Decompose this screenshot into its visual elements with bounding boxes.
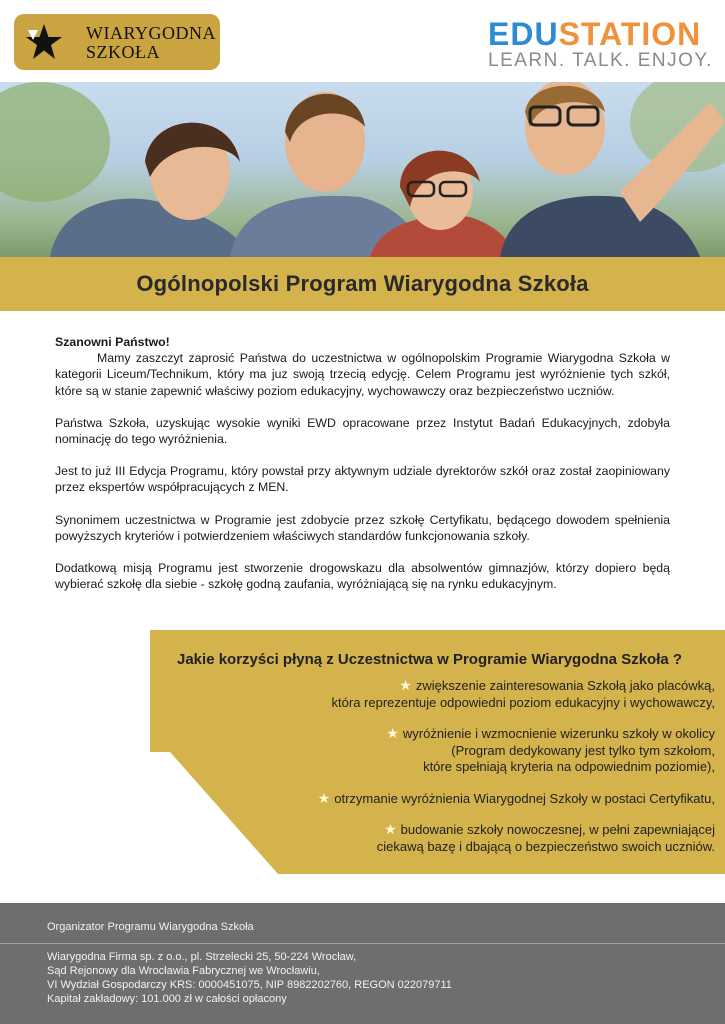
students-photo [0,82,725,257]
footer-address [47,950,452,1006]
wiarygodna-szkola-logo [14,14,220,70]
benefits-section [150,630,725,874]
star-logo-icon [24,22,64,62]
address-line-3: VI Wydział Gospodarczy KRS: 0000451075, NIP 8982202760, REGON 022079711 [47,979,452,991]
address-line-2: Sąd Rejonowy dla Wrocławia Fabrycznej we Wrocławiu, [47,965,320,977]
benefit-2-line-2: (Program dedykowany jest tylko tym szkołom, [451,742,715,758]
edu-tagline: LEARN. TALK. ENJOY. [488,50,713,71]
star-icon: ★ [399,677,412,693]
page-title: Ogólnopolski Program Wiarygodna Szkoła [136,271,589,296]
address-line-1: Wiarygodna Firma sp. z o.o., pl. Strzelecki 25, 50-224 Wrocław, [47,951,357,963]
paragraph-2: Państwa Szkoła, uzyskując wysokie wyniki EWD opracowane przez Instytut Badań Edukacyjnych, zdobyła nominację do tego wyróżnienia. [55,415,670,447]
benefit-1-line-1: zwiększenie zainteresowania Szkołą jako placówką, [415,678,715,693]
paragraph-5: Dodatkową misją Programu jest stworzenie drogowskazu dla absolwentów gimnazjów, którzy dopiero będą wybierać szkołę dla siebie - szkołę godną zaufania, wyróżniającą się na rynku edukacyjnym. [55,561,670,592]
station-brand-part: STATION [558,16,702,52]
paragraph-1: Mamy zaszczyt zaprosić Państwa do uczestnictwa w ogólnopolskim Programie Wiarygodna Szkoła w kategorii Liceum/Technikum, który ma juz swoją trzecią edycję. Celem Programu jest wyróżnienie tych szkół, które są w stanie zapewnić właściwy poziom edukacyjny, wychowawczy oraz bezpieczeństwo uczniów. [55,351,670,398]
paragraph-3: Jest to już III Edycja Programu, który powstał przy aktywnym udziale dyrektorów szkół oraz został zaopiniowany przez ekspertów współpracujących z MEN. [55,464,670,495]
benefits-heading: Jakie korzyści płyną z Uczestnictwa w Programie Wiarygodna Szkoła ? [177,651,683,668]
benefits-list [215,677,715,869]
benefit-3-line-1: otrzymanie wyróżnienia Wiarygodnej Szkoły w postaci Certyfikatu, [334,790,715,806]
letter-body [55,334,670,608]
edustation-logo [488,18,718,73]
benefit-4-line-2: ciekawą bazę i dbającą o bezpieczeństwo swoich uczniów. [376,838,715,854]
title-band [0,257,725,311]
footer-divider [0,943,725,944]
star-icon: ★ [384,821,397,837]
paragraph-4: Synonimem uczestnictwa w Programie jest zdobycie przez szkołę Certyfikatu, będącego dowodem spełnienia powyższych kryteriów i potwierdzeniem właściwych standardów funkcjonowania szkoły. [55,512,670,543]
benefit-2-line-3: które spełniają kryteria na odpowiednim poziomie), [423,759,715,774]
logo-line-1: WIARYGODNA [86,23,216,43]
students-photo-illustration [0,82,725,257]
benefit-item-3 [215,790,715,808]
benefit-1-line-2: która reprezentuje odpowiedni poziom edukacyjny i wychowawczy, [331,694,715,710]
edu-brand-part: EDU [488,16,559,52]
benefit-item-1 [215,677,715,711]
benefit-item-2 [215,725,715,776]
logo-line-2: SZKOŁA [86,42,160,62]
greeting: Szanowni Państwo! [55,335,170,349]
benefit-item-4 [215,821,715,855]
benefit-4-line-1: budowanie szkoły nowoczesnej, w pełni zapewniającej [400,822,715,837]
footer-organizer: Organizator Programu Wiarygodna Szkoła [47,921,254,933]
star-icon: ★ [386,725,399,741]
address-line-4: Kapitał zakładowy: 101.000 zł w całości opłacony [47,993,287,1005]
star-icon: ★ [317,789,331,806]
benefit-2-line-1: wyróżnienie i wzmocnienie wizerunku szkoły w okolicy [402,726,715,741]
footer [0,903,725,1024]
